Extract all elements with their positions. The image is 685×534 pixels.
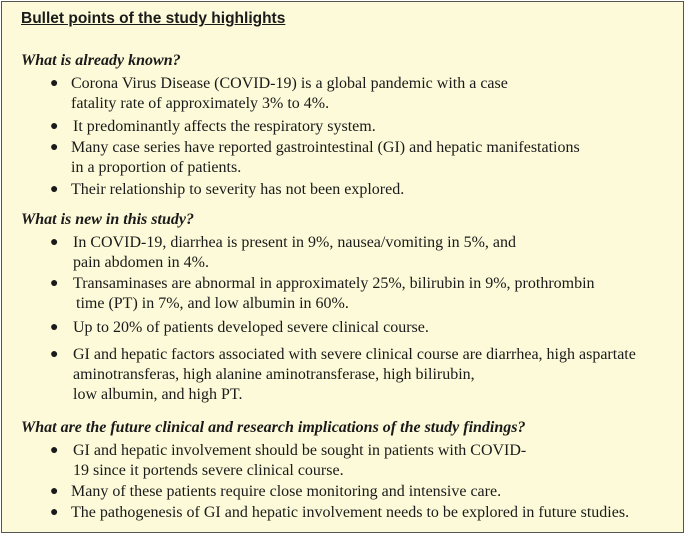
list-item-text: It predominantly affects the respiratory system. [73, 118, 376, 135]
list-item-text: In COVID-19, diarrhea is present in 9%, nausea/vomiting in 5%, and [73, 234, 517, 251]
list-item-text: The pathogenesis of GI and hepatic involvement needs to be explored in future studies. [71, 504, 630, 521]
bullet-icon: ● [50, 443, 59, 458]
list-item-text: fatality rate of approximately 3% to 4%. [71, 95, 330, 112]
page-title: Bullet points of the study highlights [21, 10, 286, 27]
list-item-text: Many of these patients require close monitoring and intensive care. [71, 483, 502, 500]
section-heading-implications: What are the future clinical and research implications of the study findings? [21, 419, 526, 436]
section-heading-known: What is already known? [21, 52, 181, 69]
list-item-text: GI and hepatic involvement should be sought in patients with COVID- [73, 442, 527, 459]
bullet-icon: ● [50, 140, 59, 155]
bullet-icon: ● [50, 235, 59, 250]
bullet-icon: ● [50, 505, 59, 520]
bullet-icon: ● [50, 276, 59, 291]
bullet-icon: ● [50, 320, 59, 335]
list-item-text: Many case series have reported gastrointestinal (GI) and hepatic manifestations [71, 139, 580, 156]
list-item-text: Their relationship to severity has not been explored. [71, 181, 405, 198]
bullet-icon: ● [50, 347, 59, 362]
bullet-icon: ● [50, 76, 59, 91]
list-item-text: GI and hepatic factors associated with severe clinical course are diarrhea, high aspartate [73, 346, 636, 363]
list-item-text: Corona Virus Disease (COVID-19) is a global pandemic with a case [71, 75, 508, 92]
list-item-text: time (PT) in 7%, and low albumin in 60%. [76, 295, 349, 312]
list-item-text: aminotransferas, high alanine aminotransferase, high bilirubin, [73, 366, 475, 383]
section-heading-new: What is new in this study? [21, 211, 194, 228]
highlights-box [1, 1, 684, 533]
bullet-icon: ● [50, 119, 59, 134]
bullet-icon: ● [50, 484, 59, 499]
list-item-text: in a proportion of patients. [71, 159, 242, 176]
list-item-text: Up to 20% of patients developed severe clinical course. [73, 319, 429, 336]
list-item-text: pain abdomen in 4%. [73, 254, 209, 271]
list-item-text: 19 since it portends severe clinical course. [73, 462, 344, 479]
list-item-text: low albumin, and high PT. [73, 386, 243, 403]
bullet-icon: ● [50, 182, 59, 197]
list-item-text: Transaminases are abnormal in approximately 25%, bilirubin in 9%, prothrombin [73, 275, 595, 292]
